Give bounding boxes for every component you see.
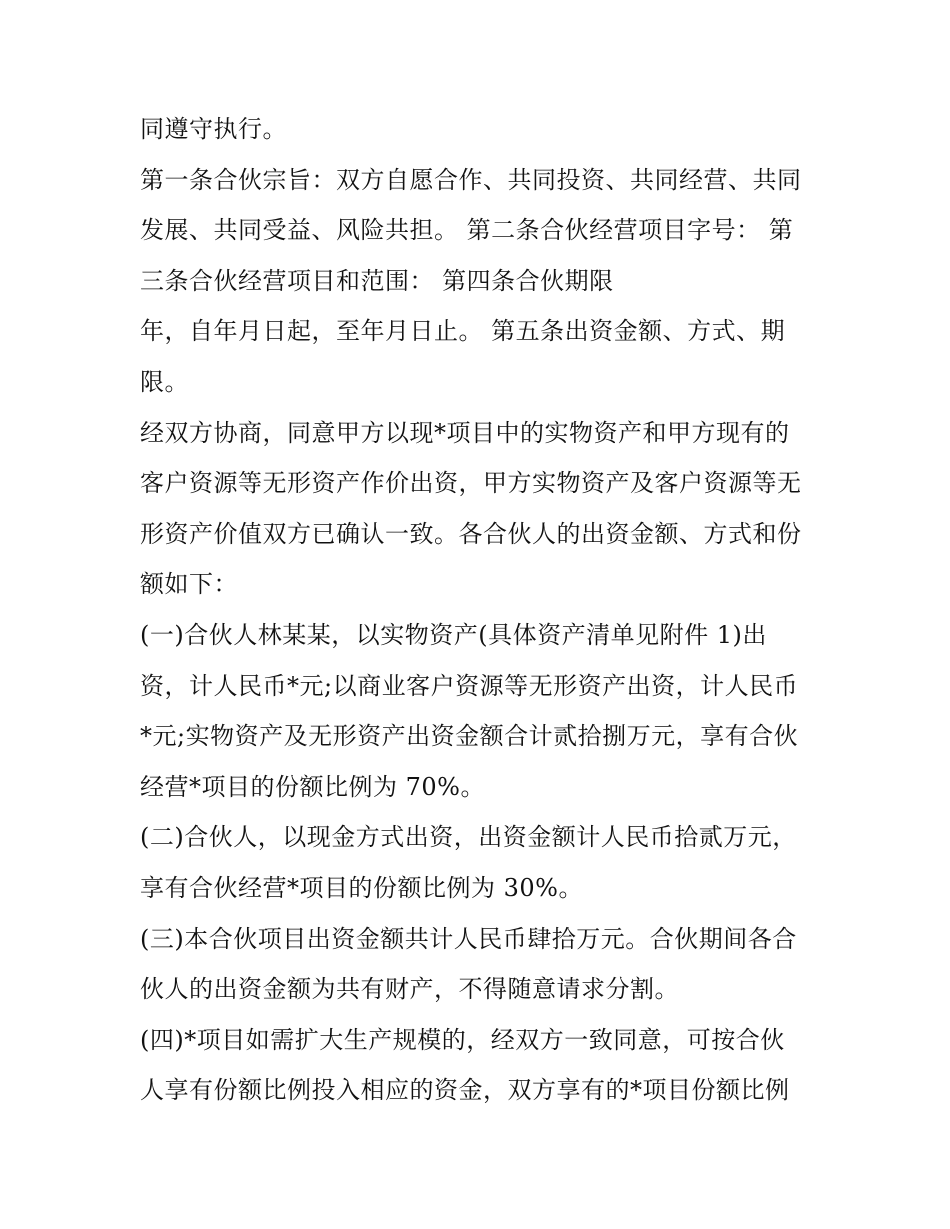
text-line: 额如下： [140, 570, 238, 598]
text-line: 第一条合伙宗旨：双方自愿合作、共同投资、共同经营、共同 [140, 166, 802, 194]
text-line: 限。 [140, 368, 189, 396]
text-line: 享有合伙经营*项目的份额比例为 30%。 [140, 874, 583, 902]
text-line: 年，自年月日起，至年月日止。 第五条出资金额、方式、期 [140, 317, 786, 345]
text-line: (四)*项目如需扩大生产规模的，经双方一致同意，可按合伙 [140, 1026, 785, 1054]
text-line: 形资产价值双方已确认一致。各合伙人的出资金额、方式和份 [140, 520, 802, 548]
text-line: 发展、共同受益、风险共担。 第二条合伙经营项目字号： 第 [140, 216, 794, 244]
text-line: 经双方协商，同意甲方以现*项目中的实物资产和甲方现有的 [140, 419, 790, 447]
text-line: 人享有份额比例投入相应的资金，双方享有的*项目份额比例 [140, 1076, 790, 1104]
text-line: (一)合伙人林某某，以实物资产(具体资产清单见附件 1)出 [140, 621, 767, 649]
text-line: 同遵守执行。 [140, 115, 287, 143]
text-line: 资，计人民币*元;以商业客户资源等无形资产出资，计人民币 [140, 672, 799, 700]
text-line: 三条合伙经营项目和范围： 第四条合伙期限 [140, 267, 614, 295]
text-line: 伙人的出资金额为共有财产，不得随意请求分割。 [140, 975, 679, 1003]
text-line: (三)本合伙项目出资金额共计人民币肆拾万元。合伙期间各合 [140, 925, 797, 953]
text-line: 经营*项目的份额比例为 70%。 [140, 773, 485, 801]
text-line: (二)合伙人，以现金方式出资，出资金额计人民币拾贰万元， [140, 823, 797, 851]
text-line: 客户资源等无形资产作价出资，甲方实物资产及客户资源等无 [140, 469, 802, 497]
text-line: *元;实物资产及无形资产出资金额合计贰拾捌万元，享有合伙 [140, 722, 799, 750]
